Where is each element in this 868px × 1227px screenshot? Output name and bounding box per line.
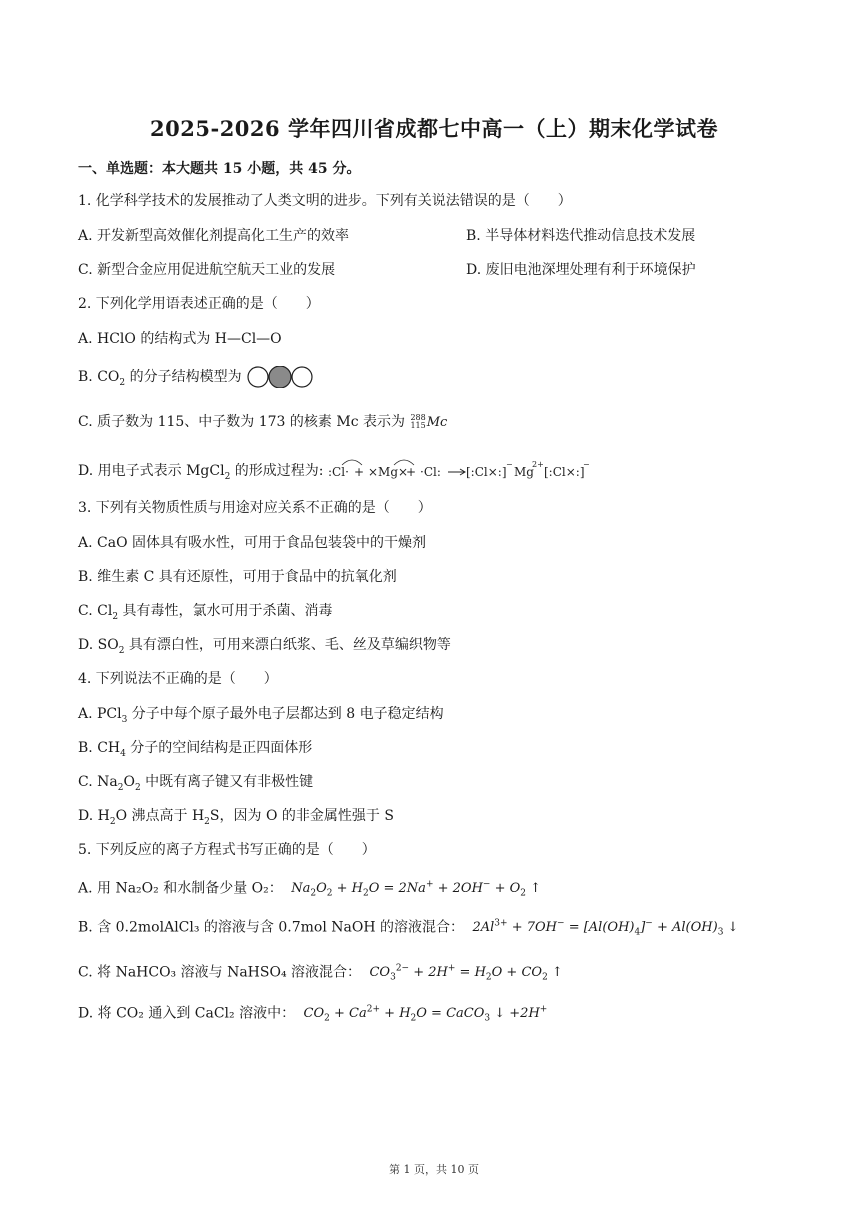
svg-text:[:Cl×:]: [:Cl×:] [465, 465, 507, 479]
q5-option-a: A. 用 Na₂O₂ 和水制备少量 O₂： $Na_2O_2 + H_2O = 2Na^+ + 2OH^- + O_2$ ↑ [78, 880, 542, 899]
nuclide-notation: 288 115 [410, 413, 426, 430]
q1-options-row2 [78, 260, 696, 280]
q2-option-a: A. HClO 的结构式为 H—Cl—O [78, 331, 282, 347]
q3-option-d: D. $SO_2$ 具有漂白性，可用来漂白纸浆、毛、丝及草编织物等 [78, 637, 451, 656]
q2-option-d: D. 用电子式表示 MgCl$_2$ 的形成过程为: :Cl· + ×Mg× + ·Cl: [:Cl×:] − Mg 2+ [:Cl×:] − [78, 457, 590, 487]
svg-text:2+: 2+ [531, 460, 544, 469]
q5-stem: 5. 下列反应的离子方程式书写正确的是（ ） [78, 842, 376, 858]
q4-stem: 4. 下列说法不正确的是（ ） [78, 671, 278, 687]
q1-option-d: D. 废旧电池深埋处理有利于环境保护 [466, 262, 696, 278]
q2-option-c: C. 质子数为 115、中子数为 173 的核素 Mc 表示为 288 115 Mc [78, 413, 448, 430]
page-title: 2025-2026 学年四川省成都七中高一（上）期末化学试卷 [150, 116, 718, 141]
q1-option-a: A. 开发新型高效催化剂提高化工生产的效率 [78, 228, 350, 244]
q3-option-a: A. CaO 固体具有吸水性，可用于食品包装袋中的干燥剂 [78, 535, 426, 551]
q1-options-row1 [78, 226, 696, 246]
q5-option-b: B. 含 0.2molAlCl₃ 的溶液与含 0.7mol NaOH 的溶液混合： $2Al^{3+} + 7OH^- = [Al(OH)_4]^- + Al(OH)_3$ ↓ [78, 919, 739, 938]
section-heading: 一、单选题：本大题共 15 小题，共 45 分。 [78, 161, 361, 177]
q3-option-c: C. $Cl_2$ 具有毒性，氯水可用于杀菌、消毒 [78, 603, 333, 622]
q4-option-b: B. $CH_4$ 分子的空间结构是正四面体形 [78, 740, 313, 759]
q5-option-c: C. 将 NaHCO₃ 溶液与 NaHSO₄ 溶液混合： $CO_3^{2-} + 2H^+ = H_2O + CO_2$ ↑ [78, 964, 563, 983]
q2-option-b: B. $CO_2$ 的分子结构模型为 [78, 366, 314, 393]
svg-text::Cl·: :Cl· [327, 465, 349, 479]
co2-ball-model-image [246, 366, 314, 388]
svg-text:×Mg×: ×Mg× [367, 465, 408, 479]
q1-stem: 1. 化学科学技术的发展推动了人类文明的进步。下列有关说法错误的是（ ） [78, 193, 572, 209]
q3-stem: 3. 下列有关物质性质与用途对应关系不正确的是（ ） [78, 500, 432, 516]
mgcl2-electron-dot-formation-image [328, 457, 590, 485]
page-footer: 第 1 页，共 10 页 [389, 1163, 479, 1176]
svg-text:−: − [582, 460, 590, 469]
q5-equation-a: $Na_2O_2 + H_2O = 2Na^+ + 2OH^- + O_2$ ↑ [291, 880, 542, 899]
svg-text:[:Cl×:]: [:Cl×:] [543, 465, 585, 479]
svg-text:−: − [505, 460, 513, 469]
q3-option-b: B. 维生素 C 具有还原性，可用于食品中的抗氧化剂 [78, 569, 397, 585]
q5-equation-b: $2Al^{3+} + 7OH^- = [Al(OH)_4]^- + Al(OH)_3$ ↓ [472, 919, 739, 938]
svg-text:+: + [405, 465, 416, 479]
q5-equation-d: $CO_2 + Ca^{2+} + H_2O$ = CaCO$_3$ ↓ +2H+ [303, 1005, 548, 1024]
q4-option-d: D. $H_2O$ 沸点高于 $H_2S$，因为 O 的非金属性强于 S [78, 808, 394, 827]
q1-option-b: B. 半导体材料迭代推动信息技术发展 [466, 228, 696, 244]
svg-text:·Cl:: ·Cl: [419, 465, 441, 479]
svg-text:+: + [353, 465, 364, 479]
q2-stem: 2. 下列化学用语表述正确的是（ ） [78, 296, 320, 312]
q1-option-c: C. 新型合金应用促进航空航天工业的发展 [78, 262, 336, 278]
q5-equation-c: $CO_3^{2-} + 2H^+ = H_2O + CO_2$ ↑ [369, 964, 563, 983]
q4-option-a: A. PCl$_3$ 分子中每个原子最外电子层都达到 8 电子稳定结构 [78, 706, 444, 725]
q5-option-d: D. 将 CO₂ 通入到 CaCl₂ 溶液中： $CO_2 + Ca^{2+} + H_2O$ = CaCO$_3$ ↓ +2H+ [78, 1005, 548, 1024]
q4-option-c: C. $Na_2O_2$ 中既有离子键又有非极性键 [78, 774, 314, 793]
svg-text:Mg: Mg [513, 465, 534, 479]
